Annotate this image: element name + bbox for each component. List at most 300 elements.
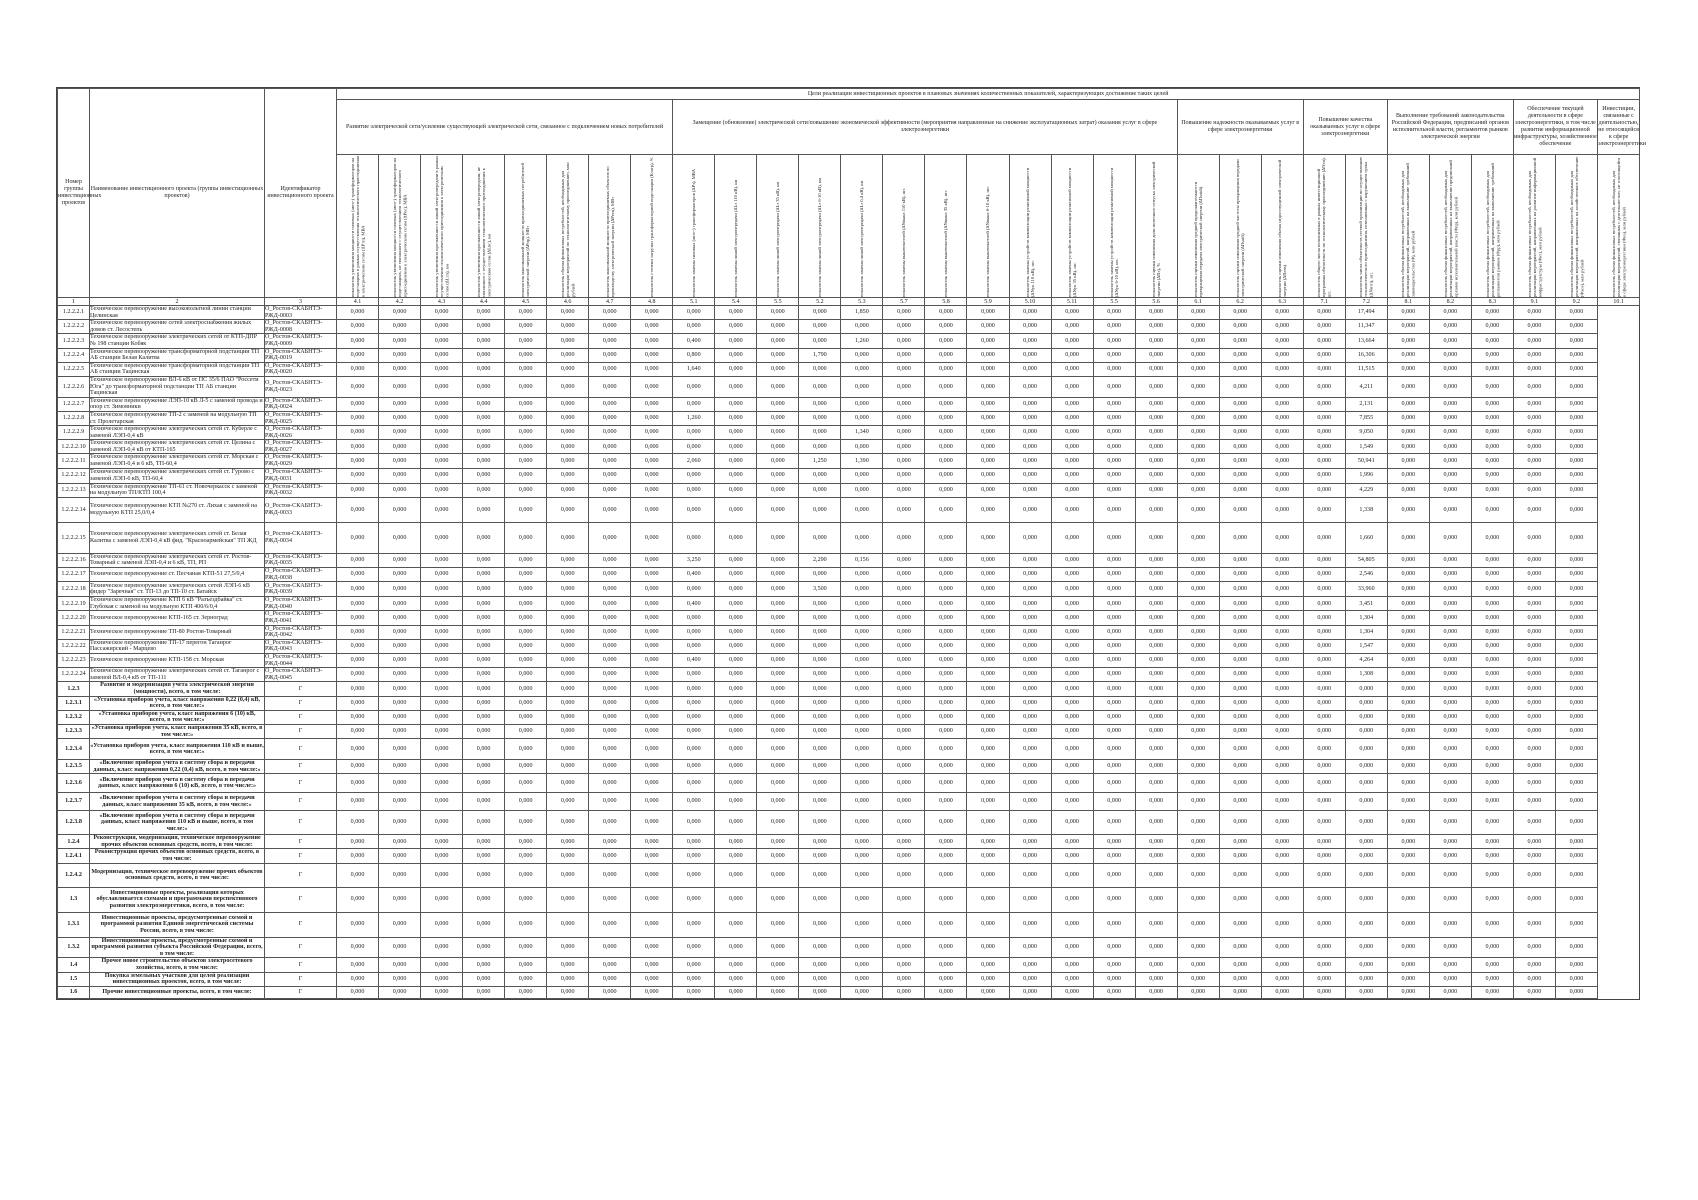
table-row bbox=[58, 362, 1640, 376]
indicator-value: 0,000 bbox=[841, 863, 883, 887]
indicator-label: показатель максимальной мощности присоединяемых потребителей электрической энергии (ΔPпр), МВт bbox=[520, 163, 531, 297]
indicator-value: 0,000 bbox=[1093, 376, 1135, 397]
indicator-value: 0,000 bbox=[463, 426, 505, 440]
indicator-value: 0,000 bbox=[1513, 972, 1555, 986]
indicator-value: 0,000 bbox=[631, 454, 673, 468]
indicator-value: 0,000 bbox=[1009, 682, 1051, 696]
indicator-value: 0,000 bbox=[379, 972, 421, 986]
indicator-value: 0,000 bbox=[631, 639, 673, 653]
indicator-value: 0,000 bbox=[547, 724, 589, 738]
indicator-value: 0,000 bbox=[631, 597, 673, 611]
indicator-value: 0,000 bbox=[715, 522, 757, 553]
row-number: 1.2.2.2.10 bbox=[58, 440, 90, 454]
indicator-value: 0,000 bbox=[337, 760, 379, 774]
indicator-value: 0,000 bbox=[505, 553, 547, 567]
indicator-value: 0,000 bbox=[883, 376, 925, 397]
indicator-value: 0,000 bbox=[1135, 639, 1177, 653]
indicator-value: 0,000 bbox=[841, 724, 883, 738]
indicator-value: 0,000 bbox=[967, 682, 1009, 696]
indicator-value: 0,000 bbox=[505, 306, 547, 320]
indicator-value: 0,000 bbox=[1513, 811, 1555, 835]
indicator-value: 0,000 bbox=[1177, 397, 1219, 411]
indicator-value: 0,000 bbox=[1261, 553, 1303, 567]
indicator-value: 0,000 bbox=[379, 522, 421, 553]
indicator-value: 0,000 bbox=[547, 440, 589, 454]
indicator-value: 0,000 bbox=[1303, 986, 1345, 998]
indicator-value: 0,000 bbox=[1177, 760, 1219, 774]
indicator-value: 0,000 bbox=[337, 625, 379, 639]
table-row bbox=[58, 440, 1640, 454]
indicator-value: 0,000 bbox=[757, 582, 799, 597]
indicator-value: 0,000 bbox=[1471, 625, 1513, 639]
indicator-value: 0,000 bbox=[547, 397, 589, 411]
indicator-value: 0,000 bbox=[1261, 793, 1303, 811]
indicator-value: 0,000 bbox=[1135, 597, 1177, 611]
indicator-value: 0,000 bbox=[799, 739, 841, 760]
indicator-value: 0,000 bbox=[505, 625, 547, 639]
indicator-value: 0,000 bbox=[1387, 306, 1429, 320]
indicator-value: 0,000 bbox=[841, 497, 883, 522]
indicator-value: 0,000 bbox=[379, 682, 421, 696]
header-indicator-5 bbox=[505, 155, 547, 298]
indicator-value: 0,000 bbox=[715, 597, 757, 611]
indicator-value: 0,000 bbox=[1471, 958, 1513, 972]
indicator-value: 0,000 bbox=[1555, 696, 1597, 710]
indicator-value: 0,000 bbox=[1555, 522, 1597, 553]
indicator-value: 0,000 bbox=[1387, 411, 1429, 425]
header-group-1: Развитие электрической сети/усиление существующей электрической сети, связанное с подключением новых потребителей bbox=[337, 100, 673, 155]
indicator-value: 0,000 bbox=[967, 937, 1009, 958]
indicator-value: 0,000 bbox=[1513, 653, 1555, 667]
row-number: 1.2.3 bbox=[58, 682, 90, 696]
indicator-value: 0,000 bbox=[967, 696, 1009, 710]
project-id: O_Ростов-СКАБНТЭ-РЖД-0019 bbox=[265, 348, 337, 362]
indicator-value: 3,451 bbox=[1345, 597, 1387, 611]
indicator-value: 11,515 bbox=[1345, 362, 1387, 376]
column-number: 8.2 bbox=[1429, 298, 1471, 306]
indicator-value: 0,000 bbox=[463, 568, 505, 582]
indicator-value: 0,000 bbox=[505, 597, 547, 611]
indicator-value: 0,000 bbox=[589, 468, 631, 483]
indicator-value: 0,000 bbox=[547, 849, 589, 863]
indicator-value: 0,000 bbox=[925, 653, 967, 667]
column-number: 4.1 bbox=[337, 298, 379, 306]
indicator-value: 0,000 bbox=[925, 774, 967, 793]
indicator-value: 0,000 bbox=[883, 454, 925, 468]
column-number: 3 bbox=[265, 298, 337, 306]
column-number: 5.3 bbox=[841, 298, 883, 306]
indicator-value: 0,000 bbox=[1135, 483, 1177, 497]
indicator-value: 0,000 bbox=[757, 739, 799, 760]
indicator-value: 0,000 bbox=[337, 611, 379, 625]
indicator-value: 0,000 bbox=[1387, 348, 1429, 362]
indicator-value: 0,000 bbox=[1219, 696, 1261, 710]
indicator-value: 0,000 bbox=[841, 568, 883, 582]
indicator-value: 0,000 bbox=[1009, 440, 1051, 454]
indicator-value: 0,000 bbox=[589, 426, 631, 440]
indicator-value: 0,000 bbox=[589, 611, 631, 625]
indicator-value: 0,000 bbox=[1303, 522, 1345, 553]
indicator-value: 0,000 bbox=[1261, 682, 1303, 696]
indicator-value: 0,000 bbox=[967, 986, 1009, 998]
indicator-value: 0,000 bbox=[715, 306, 757, 320]
indicator-value: 0,000 bbox=[1219, 835, 1261, 849]
indicator-value: 0,000 bbox=[1219, 653, 1261, 667]
indicator-value: 0,000 bbox=[547, 582, 589, 597]
project-name: Прочее новое строительство объектов электросетевого хозяйства, всего, в том числе: bbox=[90, 958, 265, 972]
indicator-value: 0,000 bbox=[841, 411, 883, 425]
indicator-value: 0,000 bbox=[589, 710, 631, 724]
indicator-value: 0,000 bbox=[841, 887, 883, 912]
indicator-value: 0,000 bbox=[1555, 724, 1597, 738]
indicator-value: 0,000 bbox=[1513, 863, 1555, 887]
indicator-value: 0,000 bbox=[1051, 912, 1093, 937]
indicator-value: 0,000 bbox=[1177, 912, 1219, 937]
indicator-value: 0,000 bbox=[673, 972, 715, 986]
indicator-value: 0,000 bbox=[1009, 334, 1051, 348]
indicator-value: 0,000 bbox=[1555, 774, 1597, 793]
indicator-value: 0,000 bbox=[547, 958, 589, 972]
indicator-value: 0,000 bbox=[1177, 483, 1219, 497]
indicator-value: 0,000 bbox=[379, 811, 421, 835]
indicator-value: 0,000 bbox=[799, 568, 841, 582]
indicator-value: 0,000 bbox=[1051, 348, 1093, 362]
indicator-value: 0,000 bbox=[463, 863, 505, 887]
indicator-value: 0,000 bbox=[337, 568, 379, 582]
indicator-value: 0,000 bbox=[1093, 696, 1135, 710]
indicator-value: 0,000 bbox=[547, 522, 589, 553]
indicator-value: 0,000 bbox=[1555, 639, 1597, 653]
indicator-value: 0,000 bbox=[1471, 597, 1513, 611]
indicator-value: 0,000 bbox=[1219, 568, 1261, 582]
indicator-value: 0,000 bbox=[1009, 887, 1051, 912]
indicator-value: 0,000 bbox=[337, 426, 379, 440]
indicator-value: 0,000 bbox=[1177, 348, 1219, 362]
indicator-value: 0,000 bbox=[1177, 426, 1219, 440]
indicator-value: 0,000 bbox=[1555, 849, 1597, 863]
indicator-label: показатель замены устройств компенсации реактивной мощности (ΔNук 6-10 кВ), шт. bbox=[1108, 167, 1120, 297]
indicator-value: 0,000 bbox=[1261, 774, 1303, 793]
indicator-value: 0,000 bbox=[841, 668, 883, 682]
header-indicator-26 bbox=[1387, 155, 1429, 298]
indicator-value: 0,000 bbox=[379, 306, 421, 320]
indicator-value: 0,000 bbox=[967, 497, 1009, 522]
indicator-value: 0,000 bbox=[799, 912, 841, 937]
row-number: 1.2.4.2 bbox=[58, 863, 90, 887]
header-project-id: Идентификатор инвестиционного проекта bbox=[265, 89, 337, 298]
indicator-value: 0,000 bbox=[883, 760, 925, 774]
indicator-value: 0,000 bbox=[841, 348, 883, 362]
indicator-value: 0,000 bbox=[841, 760, 883, 774]
indicator-value: 0,000 bbox=[1513, 454, 1555, 468]
indicator-value: 0,000 bbox=[1261, 522, 1303, 553]
column-number: 4.4 bbox=[463, 298, 505, 306]
indicator-value: 0,000 bbox=[589, 887, 631, 912]
indicator-value: 0,000 bbox=[1429, 625, 1471, 639]
indicator-value: 0,000 bbox=[1513, 986, 1555, 998]
indicator-value: 0,000 bbox=[379, 597, 421, 611]
indicator-value: 0,000 bbox=[1135, 625, 1177, 639]
indicator-value: 0,000 bbox=[337, 597, 379, 611]
row-number: 1.2.2.2.22 bbox=[58, 639, 90, 653]
indicator-value: 0,000 bbox=[1051, 835, 1093, 849]
indicator-value: 0,000 bbox=[841, 376, 883, 397]
indicator-value: 0,400 bbox=[673, 653, 715, 667]
project-name: Техническое перевооружение ЛЭП-10 кВ Л-5 с заменой провода и опор ст. Зимовники bbox=[90, 397, 263, 411]
indicator-value: 1,660 bbox=[1345, 522, 1387, 553]
table-row bbox=[58, 710, 1640, 724]
indicator-value: 0,000 bbox=[421, 774, 463, 793]
indicator-value: 0,000 bbox=[1261, 986, 1303, 998]
indicator-value: 0,000 bbox=[1009, 849, 1051, 863]
indicator-value: 0,000 bbox=[715, 696, 757, 710]
indicator-value: 3,250 bbox=[673, 553, 715, 567]
column-number: 4.8 bbox=[631, 298, 673, 306]
indicator-value: 0,000 bbox=[337, 522, 379, 553]
indicator-value: 0,000 bbox=[1093, 611, 1135, 625]
table-row bbox=[58, 334, 1640, 348]
indicator-value: 0,000 bbox=[799, 426, 841, 440]
indicator-value: 0,000 bbox=[799, 483, 841, 497]
indicator-value: 0,000 bbox=[631, 986, 673, 998]
header-indicator-8 bbox=[631, 155, 673, 298]
project-name: Техническое перевооружение ТП-2 с заменой на модульную ТП ст. Пролетарская bbox=[90, 411, 265, 425]
indicator-value: 0,000 bbox=[757, 653, 799, 667]
indicator-value: 0,000 bbox=[505, 958, 547, 972]
indicator-value: 0,000 bbox=[715, 724, 757, 738]
indicator-value: 0,000 bbox=[841, 682, 883, 696]
indicator-value: 2,131 bbox=[1345, 397, 1387, 411]
row-number: 1.2.3.4 bbox=[58, 739, 90, 760]
indicator-value: 0,000 bbox=[967, 454, 1009, 468]
project-name: Прочие инвестиционные проекты, всего, в том числе: bbox=[90, 986, 265, 998]
indicator-value: 0,000 bbox=[1261, 334, 1303, 348]
column-number: 6.3 bbox=[1261, 298, 1303, 306]
table-row bbox=[58, 958, 1640, 972]
indicator-value: 0,000 bbox=[1261, 362, 1303, 376]
indicator-value: 0,000 bbox=[967, 426, 1009, 440]
indicator-value: 0,000 bbox=[1555, 793, 1597, 811]
table-row bbox=[58, 376, 1640, 397]
indicator-value: 0,000 bbox=[631, 348, 673, 362]
indicator-value: 0,000 bbox=[1177, 625, 1219, 639]
project-id: O_Ростов-СКАБНТЭ-РЖД-0008 bbox=[265, 320, 337, 334]
indicator-value: 0,000 bbox=[715, 986, 757, 998]
indicator-value: 0,000 bbox=[631, 958, 673, 972]
indicator-value: 0,000 bbox=[925, 397, 967, 411]
indicator-value: 0,000 bbox=[1051, 863, 1093, 887]
indicator-value: 0,000 bbox=[757, 682, 799, 696]
indicator-value: 0,000 bbox=[1471, 522, 1513, 553]
indicator-value: 0,000 bbox=[673, 912, 715, 937]
indicator-label: показатель максимальной мощности присоединяемых объектов по производству электрической энергии (ΔPген), МВт bbox=[604, 166, 615, 297]
indicator-value: 0,000 bbox=[505, 668, 547, 682]
indicator-value: 0,000 bbox=[1135, 553, 1177, 567]
indicator-value: 0,000 bbox=[1555, 468, 1597, 483]
indicator-value: 0,000 bbox=[1555, 760, 1597, 774]
indicator-value: 0,000 bbox=[1555, 710, 1597, 724]
indicator-value: 0,000 bbox=[547, 739, 589, 760]
indicator-value: 0,000 bbox=[1261, 958, 1303, 972]
indicator-value: 0,000 bbox=[337, 887, 379, 912]
indicator-value: 0,000 bbox=[547, 668, 589, 682]
indicator-value: 0,000 bbox=[547, 639, 589, 653]
indicator-label: показатель замены выключателей (ΔNвыкл 110 кВ), шт. bbox=[901, 187, 907, 297]
indicator-value: 0,000 bbox=[883, 625, 925, 639]
indicator-value: 0,000 bbox=[1471, 320, 1513, 334]
indicator-value: 0,000 bbox=[1135, 682, 1177, 696]
header-indicator-31 bbox=[1597, 155, 1639, 298]
indicator-value: 0,000 bbox=[883, 849, 925, 863]
indicator-value: 0,000 bbox=[1387, 811, 1429, 835]
header-indicator-4 bbox=[463, 155, 505, 298]
indicator-value: 0,000 bbox=[925, 958, 967, 972]
indicator-value: 0,000 bbox=[1303, 937, 1345, 958]
indicator-value: 0,000 bbox=[715, 483, 757, 497]
indicator-value: 0,000 bbox=[547, 376, 589, 397]
indicator-value: 0,000 bbox=[799, 497, 841, 522]
header-indicator-18 bbox=[1051, 155, 1093, 298]
project-id: O_Ростов-СКАБНТЭ-РЖД-0043 bbox=[265, 639, 337, 653]
indicator-value: 0,000 bbox=[1513, 682, 1555, 696]
indicator-value: 0,000 bbox=[1387, 849, 1429, 863]
indicator-value: 0,000 bbox=[421, 397, 463, 411]
project-id: O_Ростов-СКАБНТЭ-РЖД-0039 bbox=[265, 582, 337, 597]
indicator-value: 0,000 bbox=[1387, 958, 1429, 972]
indicator-value: 0,000 bbox=[589, 774, 631, 793]
indicator-value: 0,000 bbox=[1261, 454, 1303, 468]
indicator-label: показатель объема финансовых потребностей, необходимых для реализации мероприятий, направленных на выполнение требований регламентов рынков (Фрр), млн рублей bbox=[1484, 163, 1500, 297]
indicator-value: 0,000 bbox=[1219, 334, 1261, 348]
indicator-value: 0,000 bbox=[337, 986, 379, 998]
indicator-value: 0,000 bbox=[505, 793, 547, 811]
indicator-value: 0,000 bbox=[505, 522, 547, 553]
header-project-name: Наименование инвестиционного проекта (группы инвестиционных проектов) bbox=[90, 89, 265, 298]
indicator-value: 1,338 bbox=[1345, 497, 1387, 522]
indicator-value: 0,000 bbox=[589, 497, 631, 522]
indicator-value: 0,000 bbox=[379, 653, 421, 667]
project-name: Техническое перевооружение трансформаторной подстанции ТП АБ станции Белая Калитва bbox=[90, 348, 265, 362]
indicator-value: 0,000 bbox=[1303, 811, 1345, 835]
indicator-value: 0,000 bbox=[1051, 483, 1093, 497]
indicator-value: 0,000 bbox=[1051, 397, 1093, 411]
indicator-value: 0,000 bbox=[1555, 653, 1597, 667]
project-id: O_Ростов-СКАБНТЭ-РЖД-0020 bbox=[265, 362, 337, 376]
row-number: 1.2.3.3 bbox=[58, 724, 90, 738]
indicator-value: 0,000 bbox=[883, 724, 925, 738]
indicator-value: 17,494 bbox=[1345, 306, 1387, 320]
indicator-value: 0,000 bbox=[631, 696, 673, 710]
project-id: O_Ростов-СКАБНТЭ-РЖД-0042 bbox=[265, 625, 337, 639]
row-number: 1.2.2.2.6 bbox=[58, 376, 90, 397]
indicator-value: 0,000 bbox=[1555, 986, 1597, 998]
indicator-value: 0,000 bbox=[757, 625, 799, 639]
row-number: 1.2.2.2.20 bbox=[58, 611, 90, 625]
indicator-value: 0,000 bbox=[1429, 426, 1471, 440]
indicator-value: 0,000 bbox=[1303, 334, 1345, 348]
project-id: O_Ростов-СКАБНТЭ-РЖД-0031 bbox=[265, 468, 337, 483]
indicator-value: 0,000 bbox=[967, 397, 1009, 411]
indicator-value: 0,000 bbox=[715, 774, 757, 793]
row-number: 1.2.2.2.9 bbox=[58, 426, 90, 440]
indicator-value: 0,000 bbox=[1429, 568, 1471, 582]
indicator-value: 0,000 bbox=[1387, 597, 1429, 611]
indicator-value: 0,000 bbox=[799, 397, 841, 411]
indicator-value: 0,000 bbox=[379, 958, 421, 972]
column-number: 5.2 bbox=[799, 298, 841, 306]
indicator-value: 0,000 bbox=[1135, 568, 1177, 582]
indicator-value: 0,000 bbox=[673, 760, 715, 774]
indicator-value: 0,000 bbox=[547, 468, 589, 483]
indicator-value: 0,000 bbox=[673, 937, 715, 958]
indicator-value: 0,000 bbox=[589, 849, 631, 863]
indicator-value: 0,000 bbox=[799, 468, 841, 483]
indicator-value: 2,290 bbox=[799, 553, 841, 567]
indicator-value: 0,000 bbox=[1471, 362, 1513, 376]
indicator-value: 0,000 bbox=[1345, 835, 1387, 849]
indicator-value: 0,000 bbox=[967, 362, 1009, 376]
indicator-value: 0,000 bbox=[1219, 958, 1261, 972]
indicator-value: 0,000 bbox=[547, 320, 589, 334]
indicator-value: 0,000 bbox=[715, 793, 757, 811]
indicator-value: 0,000 bbox=[505, 568, 547, 582]
indicator-value: 0,000 bbox=[1051, 454, 1093, 468]
indicator-value: 0,000 bbox=[1261, 376, 1303, 397]
indicator-value: 0,000 bbox=[673, 668, 715, 682]
indicator-value: 0,000 bbox=[547, 682, 589, 696]
table-row bbox=[58, 972, 1640, 986]
indicator-value: 0,000 bbox=[1513, 639, 1555, 653]
header-indicator-9 bbox=[673, 155, 715, 298]
indicator-value: 0,000 bbox=[799, 362, 841, 376]
indicator-label: показатель замены линий электропередачи (ΔLз 110 кВ), км bbox=[733, 179, 739, 297]
indicator-value: 0,000 bbox=[1303, 863, 1345, 887]
indicator-value: 0,000 bbox=[589, 625, 631, 639]
indicator-value: 0,000 bbox=[547, 334, 589, 348]
header-indicator-2 bbox=[379, 155, 421, 298]
indicator-value: 0,000 bbox=[967, 653, 1009, 667]
indicator-value: 0,000 bbox=[589, 696, 631, 710]
indicator-value: 0,000 bbox=[1261, 937, 1303, 958]
indicator-value: 0,000 bbox=[1135, 334, 1177, 348]
indicator-value: 0,000 bbox=[1093, 668, 1135, 682]
column-number: 7.2 bbox=[1345, 298, 1387, 306]
indicator-value: 0,000 bbox=[463, 611, 505, 625]
indicator-value: 0,000 bbox=[1513, 835, 1555, 849]
indicator-value: 0,000 bbox=[1513, 793, 1555, 811]
indicator-value: 0,000 bbox=[1009, 625, 1051, 639]
indicator-value: 0,000 bbox=[967, 724, 1009, 738]
indicator-value: 0,000 bbox=[1345, 724, 1387, 738]
indicator-value: 0,000 bbox=[547, 972, 589, 986]
indicator-value: 0,000 bbox=[463, 306, 505, 320]
project-name: Техническое перевооружение электрических сетей ст. Таганрог с заменой ВЛ-0,4 кВ от ТП-111 bbox=[90, 668, 265, 682]
indicator-value: 0,000 bbox=[421, 334, 463, 348]
indicator-value: 0,000 bbox=[1051, 739, 1093, 760]
indicator-value: 0,000 bbox=[1429, 937, 1471, 958]
indicator-value: 0,000 bbox=[1135, 793, 1177, 811]
indicator-value: 0,000 bbox=[463, 653, 505, 667]
indicator-label: показатель замены силовых (авто-) трансформаторов (ΔPз), МВА bbox=[691, 169, 697, 297]
column-number: 6.2 bbox=[1219, 298, 1261, 306]
indicator-value: 0,000 bbox=[1429, 682, 1471, 696]
indicator-value: 0,000 bbox=[883, 440, 925, 454]
indicator-value: 0,000 bbox=[757, 320, 799, 334]
project-id: O_Ростов-СКАБНТЭ-РЖД-0027 bbox=[265, 440, 337, 454]
indicator-value: 0,000 bbox=[1219, 972, 1261, 986]
indicator-value: 0,000 bbox=[421, 835, 463, 849]
indicator-value: 0,000 bbox=[1051, 568, 1093, 582]
